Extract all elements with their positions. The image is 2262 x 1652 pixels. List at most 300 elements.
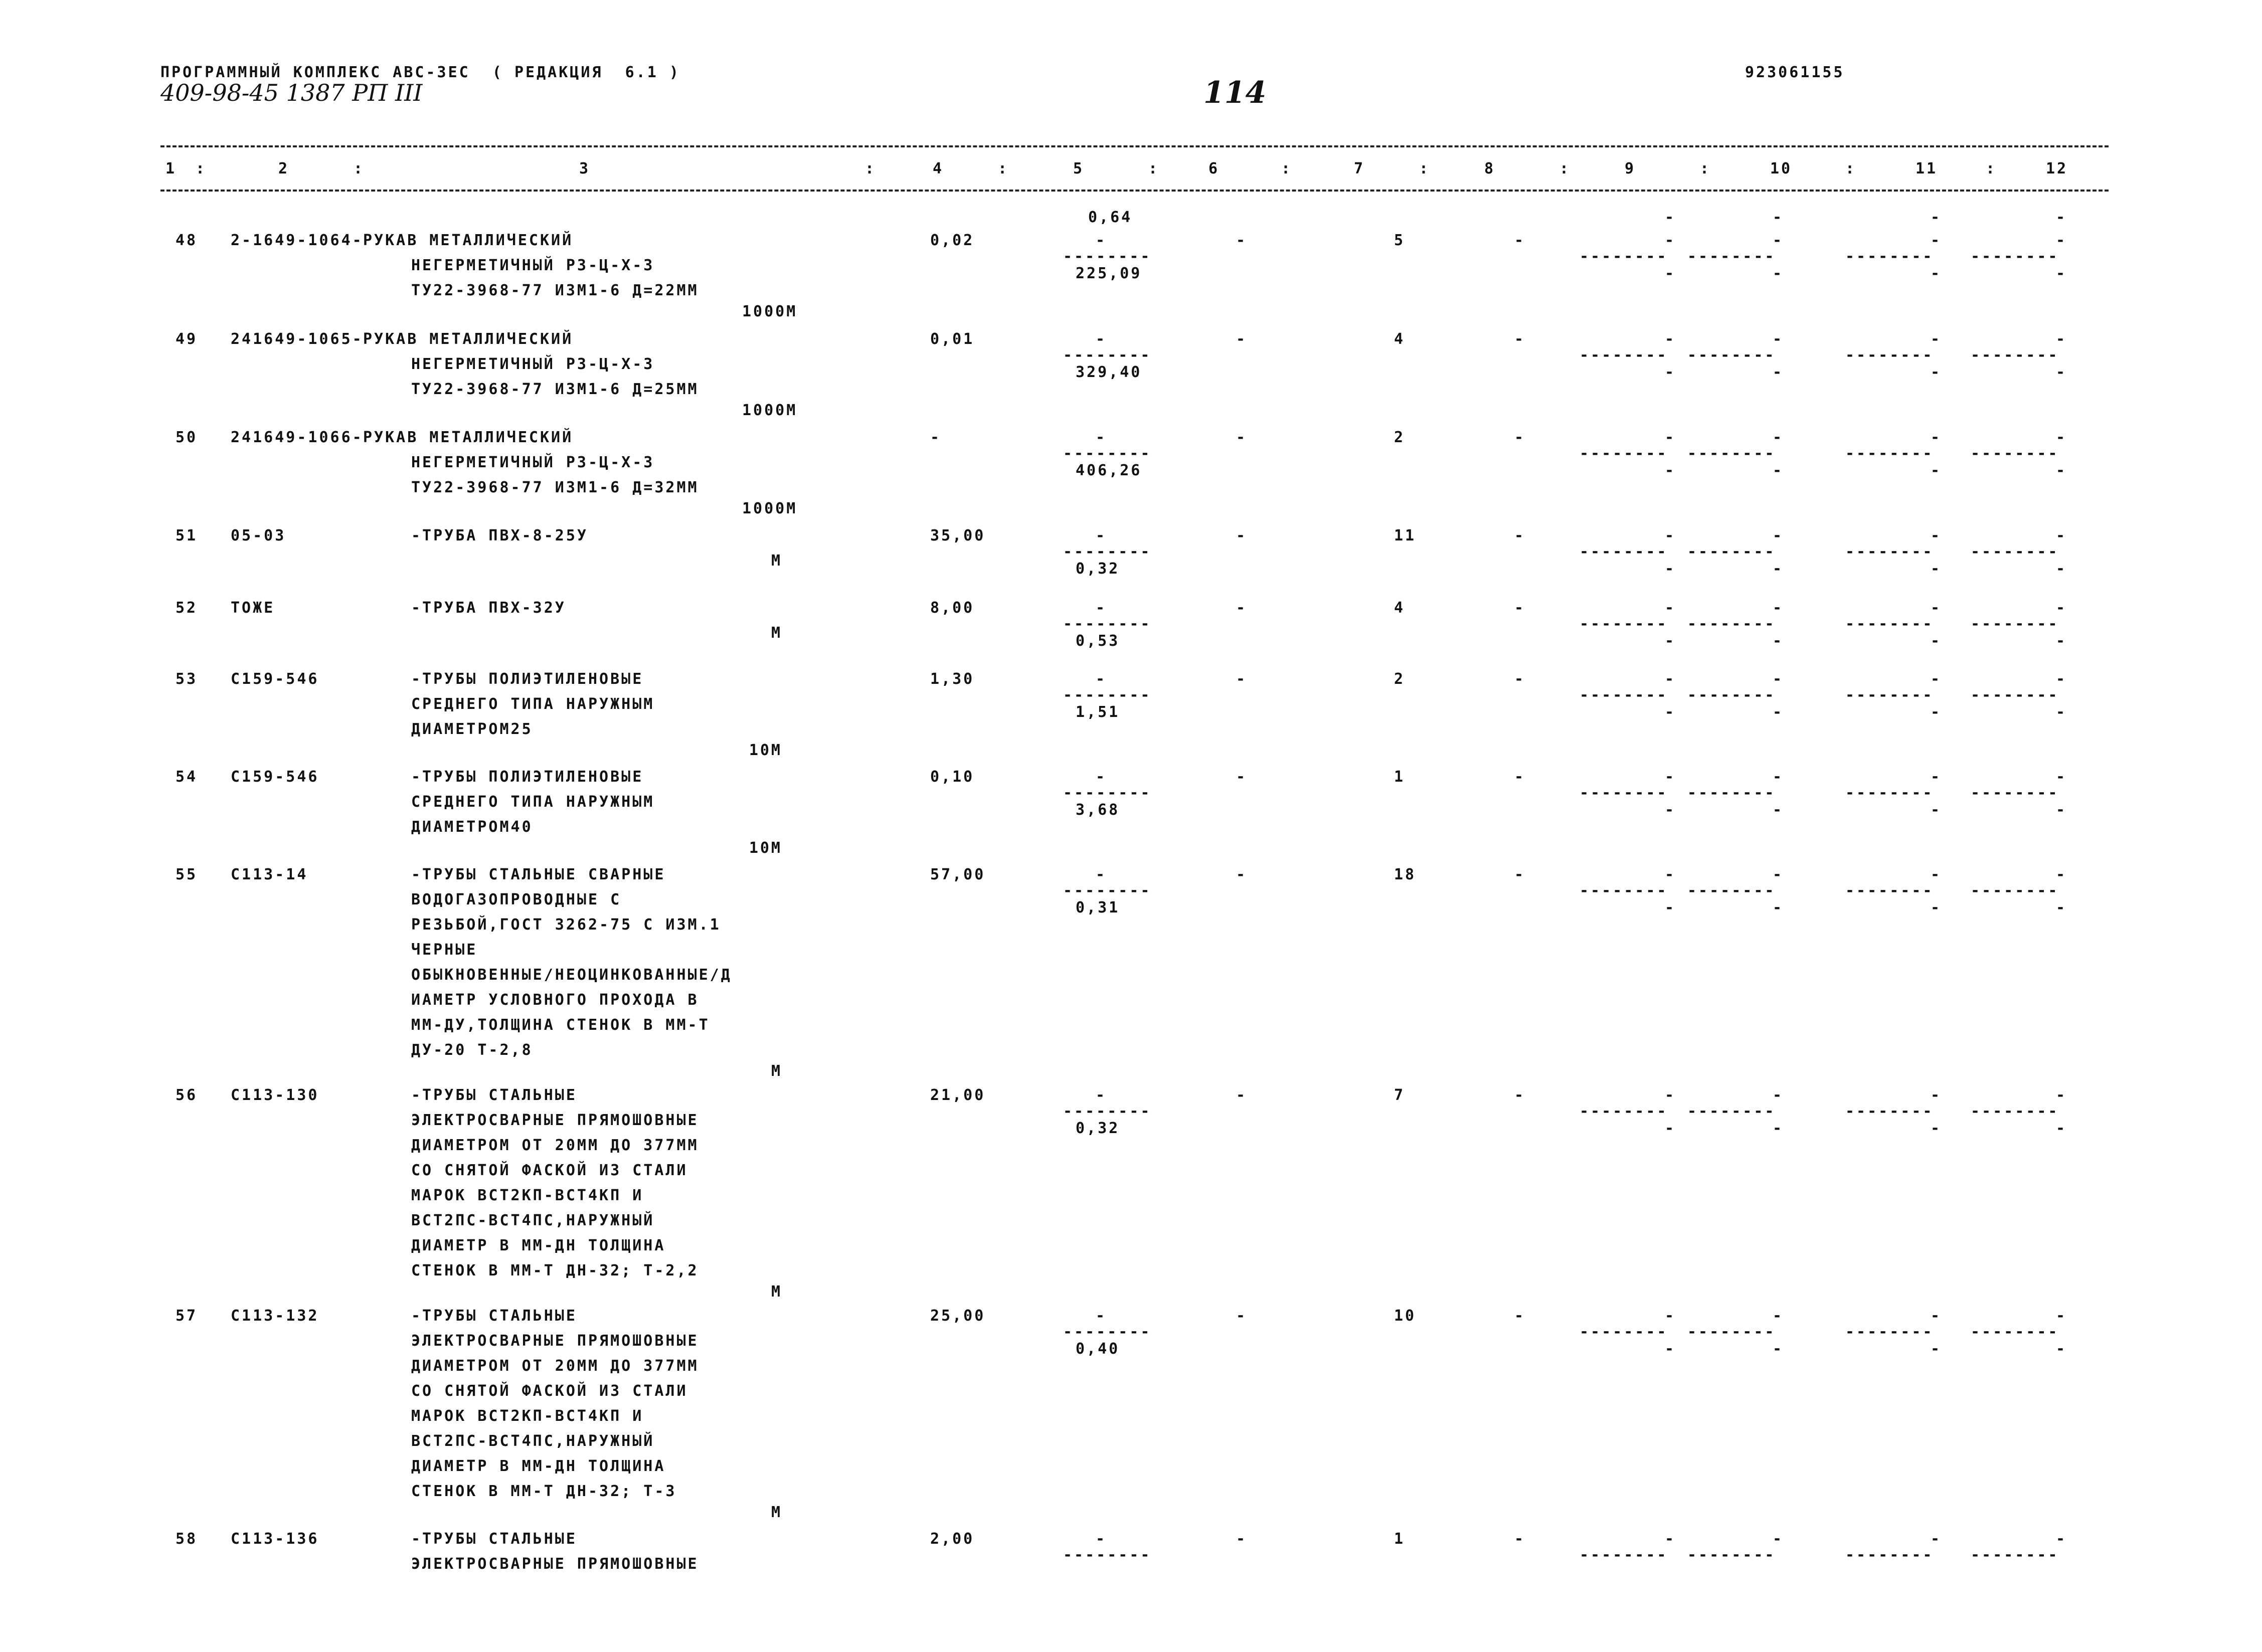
col7-value: 2 xyxy=(1394,670,1406,688)
column-separator: : xyxy=(998,160,1009,177)
col11-bottom-value: - xyxy=(1931,632,1942,650)
col10-bottom-value: - xyxy=(1773,632,1784,650)
col10-value: - xyxy=(1773,429,1784,446)
col9-divider: -------- xyxy=(1580,445,1668,462)
col11-value: - xyxy=(1931,670,1942,688)
col9-value: - xyxy=(1665,866,1676,883)
col12-bottom-value: - xyxy=(2056,363,2067,381)
col10-divider: -------- xyxy=(1687,346,1776,364)
row-description-line: -ТРУБЫ ПОЛИЭТИЛЕНОВЫЕ xyxy=(411,670,644,688)
col10-value: - xyxy=(1773,1530,1784,1548)
col9-value: - xyxy=(1665,599,1676,617)
col9-divider: -------- xyxy=(1580,615,1668,633)
row-description-line: НЕГЕРМЕТИЧНЫЙ Р3-Ц-Х-3 xyxy=(411,257,655,274)
row-quantity: 0,02 xyxy=(930,232,975,249)
col11-divider: -------- xyxy=(1845,784,1934,802)
col9-divider: -------- xyxy=(1580,1546,1668,1564)
row-unit: М xyxy=(771,1283,782,1301)
row-description-line: СРЕДНЕГО ТИПА НАРУЖНЫМ xyxy=(411,695,655,713)
col5-bottom-value: 0,53 xyxy=(1076,632,1120,650)
col12-value: - xyxy=(2056,527,2067,544)
col10-value: - xyxy=(1773,1086,1784,1104)
col10-value: - xyxy=(1773,1307,1784,1325)
col12-divider: -------- xyxy=(1971,346,2059,364)
col12-divider: -------- xyxy=(1971,615,2059,633)
col9-value: - xyxy=(1665,527,1676,544)
col10-divider: -------- xyxy=(1687,1323,1776,1341)
col8-value: - xyxy=(1514,768,1526,786)
row-code: ТОЖЕ xyxy=(231,599,275,617)
column-header-5: 5 xyxy=(1073,160,1085,177)
col12-value: - xyxy=(2056,1530,2067,1548)
col9-divider: -------- xyxy=(1580,346,1668,364)
row-quantity: 2,00 xyxy=(930,1530,975,1548)
col11-value: - xyxy=(1931,232,1942,249)
col7-value: 1 xyxy=(1394,768,1406,786)
col11-divider: -------- xyxy=(1845,1103,1934,1120)
column-separator: : xyxy=(1281,160,1293,177)
row-description-line: ЭЛЕКТРОСВАРНЫЕ ПРЯМОШОВНЫЕ xyxy=(411,1555,699,1573)
col9-divider: -------- xyxy=(1580,1323,1668,1341)
column-separator: : xyxy=(865,160,877,177)
col7-value: 11 xyxy=(1394,527,1417,544)
column-separator: : xyxy=(1559,160,1571,177)
row-quantity: 25,00 xyxy=(930,1307,986,1325)
row-description-line: МАРОК ВСТ2КП-ВСТ4КП И xyxy=(411,1407,644,1425)
col11-divider: -------- xyxy=(1845,248,1934,265)
col5-divider: -------- xyxy=(1063,1323,1152,1341)
col9-bottom-value: - xyxy=(1665,462,1676,479)
col7-value: 7 xyxy=(1394,1086,1406,1104)
row-number: 52 xyxy=(176,599,198,617)
col12-value: - xyxy=(2056,232,2067,249)
row-quantity: 0,01 xyxy=(930,330,975,348)
col10-value: - xyxy=(1773,232,1784,249)
row-quantity: 8,00 xyxy=(930,599,975,617)
row-unit: 1000М xyxy=(742,402,798,419)
document-number: 923061155 xyxy=(1745,64,1845,81)
row-number: 56 xyxy=(176,1086,198,1104)
column-header-9: 9 xyxy=(1625,160,1636,177)
col9-divider: -------- xyxy=(1580,248,1668,265)
col10-bottom-value: - xyxy=(1773,560,1784,578)
col11-value: - xyxy=(1931,330,1942,348)
row-description-line: ВОДОГАЗОПРОВОДНЫЕ С xyxy=(411,891,622,908)
row-description-line: ВСТ2ПС-ВСТ4ПС,НАРУЖНЫЙ xyxy=(411,1212,655,1229)
row-description-line: РЕЗЬБОЙ,ГОСТ 3262-75 С ИЗМ.1 xyxy=(411,916,721,934)
col10-bottom-value: - xyxy=(1773,1120,1784,1137)
col6-value: - xyxy=(1236,429,1248,446)
col9-bottom-value: - xyxy=(1665,1120,1676,1137)
col11-value: - xyxy=(1931,1307,1942,1325)
col5-value: - xyxy=(1096,527,1107,544)
col11-divider: -------- xyxy=(1845,1546,1934,1564)
column-header-12: 12 xyxy=(2046,160,2068,177)
col11-top-value: - xyxy=(1931,209,1942,226)
row-code: С159-546 xyxy=(231,670,319,688)
column-header-6: 6 xyxy=(1208,160,1220,177)
row-code: 241649-1065- xyxy=(231,330,364,348)
column-header-1: 1 xyxy=(165,160,177,177)
col9-value: - xyxy=(1665,330,1676,348)
col6-value: - xyxy=(1236,1530,1248,1548)
row-code: С113-14 xyxy=(231,866,308,883)
row-description-line: -ТРУБЫ ПОЛИЭТИЛЕНОВЫЕ xyxy=(411,768,644,786)
col5-value: - xyxy=(1096,429,1107,446)
col6-value: - xyxy=(1236,330,1248,348)
row-description-line: ММ-ДУ,ТОЛЩИНА СТЕНОК В ММ-Т xyxy=(411,1016,710,1034)
col10-divider: -------- xyxy=(1687,1546,1776,1564)
row-code: С113-130 xyxy=(231,1086,319,1104)
row-description-line: -ТРУБЫ СТАЛЬНЫЕ xyxy=(411,1086,577,1104)
col12-value: - xyxy=(2056,1086,2067,1104)
col9-bottom-value: - xyxy=(1665,265,1676,282)
row-number: 50 xyxy=(176,429,198,446)
col12-divider: -------- xyxy=(1971,248,2059,265)
col11-divider: -------- xyxy=(1845,615,1934,633)
row-description-line: ВСТ2ПС-ВСТ4ПС,НАРУЖНЫЙ xyxy=(411,1432,655,1450)
col10-divider: -------- xyxy=(1687,248,1776,265)
col12-bottom-value: - xyxy=(2056,1120,2067,1137)
col10-bottom-value: - xyxy=(1773,462,1784,479)
row-description-line: -ТРУБЫ СТАЛЬНЫЕ xyxy=(411,1307,577,1325)
column-header-11: 11 xyxy=(1916,160,1938,177)
program-header: ПРОГРАММНЫЙ КОМПЛЕКС АВС-3ЕС ( РЕДАКЦИЯ 6.1 ) xyxy=(160,64,680,81)
row-code: 05-03 xyxy=(231,527,286,544)
col5-value: - xyxy=(1096,232,1107,249)
row-quantity: 0,10 xyxy=(930,768,975,786)
col9-value: - xyxy=(1665,1530,1676,1548)
col6-value: - xyxy=(1236,768,1248,786)
row-unit: 1000М xyxy=(742,500,798,517)
col9-bottom-value: - xyxy=(1665,632,1676,650)
col9-value: - xyxy=(1665,670,1676,688)
row-unit: М xyxy=(771,624,782,642)
row-quantity: 35,00 xyxy=(930,527,986,544)
col7-value: 18 xyxy=(1394,866,1417,883)
row-description-line: ДИАМЕТРОМ40 xyxy=(411,818,533,836)
row-description-line: ДИАМЕТРОМ ОТ 20ММ ДО 377ММ xyxy=(411,1357,699,1375)
col5-value: - xyxy=(1096,768,1107,786)
col10-divider: -------- xyxy=(1687,543,1776,561)
row-quantity: 21,00 xyxy=(930,1086,986,1104)
col10-divider: -------- xyxy=(1687,1103,1776,1120)
col8-value: - xyxy=(1514,670,1526,688)
column-separator: : xyxy=(1148,160,1160,177)
col5-divider: -------- xyxy=(1063,248,1152,265)
row-number: 54 xyxy=(176,768,198,786)
col5-bottom-value: 329,40 xyxy=(1076,363,1142,381)
row-description-line: МАРОК ВСТ2КП-ВСТ4КП И xyxy=(411,1187,644,1204)
col8-value: - xyxy=(1514,527,1526,544)
col10-value: - xyxy=(1773,768,1784,786)
col5-value: - xyxy=(1096,599,1107,617)
col12-value: - xyxy=(2056,866,2067,883)
col11-bottom-value: - xyxy=(1931,363,1942,381)
column-separator: : xyxy=(1845,160,1857,177)
row-code: С113-136 xyxy=(231,1530,319,1548)
row-description-line: ЭЛЕКТРОСВАРНЫЕ ПРЯМОШОВНЫЕ xyxy=(411,1112,699,1129)
page-number: 114 xyxy=(1203,75,1267,110)
col12-bottom-value: - xyxy=(2056,560,2067,578)
col6-value: - xyxy=(1236,1086,1248,1104)
column-header-4: 4 xyxy=(933,160,944,177)
row-description-line: ТУ22-3968-77 ИЗМ1-6 Д=25ММ xyxy=(411,381,699,398)
col12-divider: -------- xyxy=(1971,686,2059,704)
col7-value: 2 xyxy=(1394,429,1406,446)
row-description-line: ДУ-20 Т-2,8 xyxy=(411,1041,533,1059)
row-number: 53 xyxy=(176,670,198,688)
row-quantity: 57,00 xyxy=(930,866,986,883)
col11-value: - xyxy=(1931,768,1942,786)
column-header-7: 7 xyxy=(1354,160,1365,177)
col10-divider: -------- xyxy=(1687,686,1776,704)
col5-value: - xyxy=(1096,670,1107,688)
col11-value: - xyxy=(1931,429,1942,446)
row-number: 55 xyxy=(176,866,198,883)
col5-bottom-value: 1,51 xyxy=(1076,703,1120,721)
row-code: С159-546 xyxy=(231,768,319,786)
col11-value: - xyxy=(1931,1530,1942,1548)
col8-value: - xyxy=(1514,429,1526,446)
col9-value: - xyxy=(1665,768,1676,786)
row-description-line: ДИАМЕТРОМ25 xyxy=(411,720,533,738)
col5-divider: -------- xyxy=(1063,882,1152,899)
col5-bottom-value: 3,68 xyxy=(1076,801,1120,819)
col9-bottom-value: - xyxy=(1665,363,1676,381)
col11-bottom-value: - xyxy=(1931,560,1942,578)
row-description-line: НЕГЕРМЕТИЧНЫЙ Р3-Ц-Х-3 xyxy=(411,454,655,471)
col12-divider: -------- xyxy=(1971,1546,2059,1564)
col10-value: - xyxy=(1773,330,1784,348)
column-separator: : xyxy=(354,160,365,177)
col9-divider: -------- xyxy=(1580,1103,1668,1120)
col5-bottom-value: 225,09 xyxy=(1076,265,1142,282)
col5-bottom-value: 0,40 xyxy=(1076,1340,1120,1358)
column-header-8: 8 xyxy=(1484,160,1496,177)
col5-value: - xyxy=(1096,1530,1107,1548)
column-separator: : xyxy=(1419,160,1431,177)
col12-divider: -------- xyxy=(1971,543,2059,561)
col7-value: 4 xyxy=(1394,599,1406,617)
row-description-line: ЧЕРНЫЕ xyxy=(411,941,478,959)
row-description-line: -ТРУБА ПВХ-8-25У xyxy=(411,527,588,544)
col11-bottom-value: - xyxy=(1931,462,1942,479)
col10-value: - xyxy=(1773,527,1784,544)
row-description-line: -ТРУБЫ СТАЛЬНЫЕ СВАРНЫЕ xyxy=(411,866,666,883)
row-description-line: -ТРУБЫ СТАЛЬНЫЕ xyxy=(411,1530,577,1548)
top-rule xyxy=(160,145,2109,147)
col11-value: - xyxy=(1931,866,1942,883)
col10-top-value: - xyxy=(1773,209,1784,226)
col12-divider: -------- xyxy=(1971,445,2059,462)
row-description-line: СРЕДНЕГО ТИПА НАРУЖНЫМ xyxy=(411,793,655,811)
column-header-3: 3 xyxy=(579,160,591,177)
handwritten-doc-code: 409-98-45 1387 РП III xyxy=(160,79,423,106)
row-code: С113-132 xyxy=(231,1307,319,1325)
column-header-2: 2 xyxy=(278,160,290,177)
col5-divider: -------- xyxy=(1063,1546,1152,1564)
col12-value: - xyxy=(2056,330,2067,348)
col8-value: - xyxy=(1514,599,1526,617)
col9-bottom-value: - xyxy=(1665,801,1676,819)
row-description-line: ТУ22-3968-77 ИЗМ1-6 Д=32ММ xyxy=(411,479,699,496)
col12-bottom-value: - xyxy=(2056,899,2067,916)
col12-value: - xyxy=(2056,599,2067,617)
row-description-line: СТЕНОК В ММ-Т ДН-32; Т-2,2 xyxy=(411,1262,699,1279)
row-code: 241649-1066- xyxy=(231,429,364,446)
row-unit: 1000М xyxy=(742,303,798,320)
col10-bottom-value: - xyxy=(1773,265,1784,282)
col5-top-value: 0,64 xyxy=(1088,209,1133,226)
col12-bottom-value: - xyxy=(2056,462,2067,479)
col11-bottom-value: - xyxy=(1931,265,1942,282)
col7-value: 5 xyxy=(1394,232,1406,249)
col9-bottom-value: - xyxy=(1665,560,1676,578)
row-quantity: - xyxy=(930,429,942,446)
row-unit: М xyxy=(771,1504,782,1521)
row-description-line: ДИАМЕТРОМ ОТ 20ММ ДО 377ММ xyxy=(411,1137,699,1154)
col8-value: - xyxy=(1514,232,1526,249)
row-number: 51 xyxy=(176,527,198,544)
row-description-line: РУКАВ МЕТАЛЛИЧЕСКИЙ xyxy=(363,429,574,446)
row-unit: 10М xyxy=(749,742,782,759)
col11-divider: -------- xyxy=(1845,1323,1934,1341)
col10-bottom-value: - xyxy=(1773,801,1784,819)
col7-value: 1 xyxy=(1394,1530,1406,1548)
col11-divider: -------- xyxy=(1845,445,1934,462)
col11-divider: -------- xyxy=(1845,543,1934,561)
row-description-line: НЕГЕРМЕТИЧНЫЙ Р3-Ц-Х-3 xyxy=(411,355,655,373)
row-number: 58 xyxy=(176,1530,198,1548)
row-description-line: ДИАМЕТР В ММ-ДН ТОЛЩИНА xyxy=(411,1237,666,1254)
col5-divider: -------- xyxy=(1063,1103,1152,1120)
col12-bottom-value: - xyxy=(2056,703,2067,721)
col11-bottom-value: - xyxy=(1931,703,1942,721)
col5-divider: -------- xyxy=(1063,445,1152,462)
column-separator: : xyxy=(196,160,207,177)
row-description-line: СТЕНОК В ММ-Т ДН-32; Т-3 xyxy=(411,1483,677,1500)
col10-divider: -------- xyxy=(1687,882,1776,899)
col5-value: - xyxy=(1096,866,1107,883)
col12-bottom-value: - xyxy=(2056,265,2067,282)
col5-divider: -------- xyxy=(1063,346,1152,364)
col10-value: - xyxy=(1773,866,1784,883)
col12-bottom-value: - xyxy=(2056,1340,2067,1358)
col6-value: - xyxy=(1236,599,1248,617)
row-number: 49 xyxy=(176,330,198,348)
col5-value: - xyxy=(1096,1307,1107,1325)
col12-bottom-value: - xyxy=(2056,801,2067,819)
col12-divider: -------- xyxy=(1971,784,2059,802)
col9-value: - xyxy=(1665,1307,1676,1325)
row-quantity: 1,30 xyxy=(930,670,975,688)
col11-bottom-value: - xyxy=(1931,899,1942,916)
col6-value: - xyxy=(1236,527,1248,544)
col11-bottom-value: - xyxy=(1931,1120,1942,1137)
col10-divider: -------- xyxy=(1687,615,1776,633)
col11-value: - xyxy=(1931,527,1942,544)
col12-divider: -------- xyxy=(1971,882,2059,899)
col9-bottom-value: - xyxy=(1665,1340,1676,1358)
col10-value: - xyxy=(1773,670,1784,688)
col11-divider: -------- xyxy=(1845,346,1934,364)
col5-divider: -------- xyxy=(1063,686,1152,704)
col11-bottom-value: - xyxy=(1931,1340,1942,1358)
col5-value: - xyxy=(1096,1086,1107,1104)
col9-value: - xyxy=(1665,1086,1676,1104)
col11-value: - xyxy=(1931,599,1942,617)
row-description-line: ТУ22-3968-77 ИЗМ1-6 Д=22ММ xyxy=(411,282,699,299)
row-description-line: ЭЛЕКТРОСВАРНЫЕ ПРЯМОШОВНЫЕ xyxy=(411,1332,699,1350)
col8-value: - xyxy=(1514,1530,1526,1548)
col6-value: - xyxy=(1236,1307,1248,1325)
row-description-line: СО СНЯТОЙ ФАСКОЙ ИЗ СТАЛИ xyxy=(411,1382,688,1400)
row-number: 57 xyxy=(176,1307,198,1325)
col12-value: - xyxy=(2056,670,2067,688)
col12-value: - xyxy=(2056,429,2067,446)
col12-bottom-value: - xyxy=(2056,632,2067,650)
col6-value: - xyxy=(1236,670,1248,688)
col9-top-value: - xyxy=(1665,209,1676,226)
row-code: 2-1649-1064- xyxy=(231,232,364,249)
col12-divider: -------- xyxy=(1971,1103,2059,1120)
column-header-10: 10 xyxy=(1770,160,1793,177)
col9-divider: -------- xyxy=(1580,543,1668,561)
column-separator: : xyxy=(1986,160,1997,177)
col9-divider: -------- xyxy=(1580,686,1668,704)
row-description-line: ДИАМЕТР В ММ-ДН ТОЛЩИНА xyxy=(411,1457,666,1475)
col5-value: - xyxy=(1096,330,1107,348)
row-description-line: ОБЫКНОВЕННЫЕ/НЕОЦИНКОВАННЫЕ/Д xyxy=(411,966,732,984)
col10-bottom-value: - xyxy=(1773,703,1784,721)
row-unit: М xyxy=(771,1062,782,1080)
col11-bottom-value: - xyxy=(1931,801,1942,819)
col5-divider: -------- xyxy=(1063,784,1152,802)
col11-divider: -------- xyxy=(1845,686,1934,704)
col8-value: - xyxy=(1514,866,1526,883)
col9-bottom-value: - xyxy=(1665,899,1676,916)
row-description-line: ИАМЕТР УСЛОВНОГО ПРОХОДА В xyxy=(411,991,699,1009)
col6-value: - xyxy=(1236,232,1248,249)
col10-divider: -------- xyxy=(1687,445,1776,462)
col8-value: - xyxy=(1514,330,1526,348)
col5-bottom-value: 0,32 xyxy=(1076,1120,1120,1137)
col7-value: 4 xyxy=(1394,330,1406,348)
row-description-line: -ТРУБА ПВХ-32У xyxy=(411,599,566,617)
col5-divider: -------- xyxy=(1063,615,1152,633)
col9-value: - xyxy=(1665,232,1676,249)
row-description-line: СО СНЯТОЙ ФАСКОЙ ИЗ СТАЛИ xyxy=(411,1162,688,1179)
col10-value: - xyxy=(1773,599,1784,617)
col12-value: - xyxy=(2056,1307,2067,1325)
col10-bottom-value: - xyxy=(1773,363,1784,381)
col5-bottom-value: 0,31 xyxy=(1076,899,1120,916)
col8-value: - xyxy=(1514,1307,1526,1325)
col5-bottom-value: 0,32 xyxy=(1076,560,1120,578)
col10-divider: -------- xyxy=(1687,784,1776,802)
row-number: 48 xyxy=(176,232,198,249)
col10-bottom-value: - xyxy=(1773,1340,1784,1358)
row-unit: 10М xyxy=(749,839,782,857)
column-separator: : xyxy=(1700,160,1711,177)
col7-value: 10 xyxy=(1394,1307,1417,1325)
col11-value: - xyxy=(1931,1086,1942,1104)
col5-bottom-value: 406,26 xyxy=(1076,462,1142,479)
col12-value: - xyxy=(2056,768,2067,786)
col9-divider: -------- xyxy=(1580,784,1668,802)
col12-top-value: - xyxy=(2056,209,2067,226)
